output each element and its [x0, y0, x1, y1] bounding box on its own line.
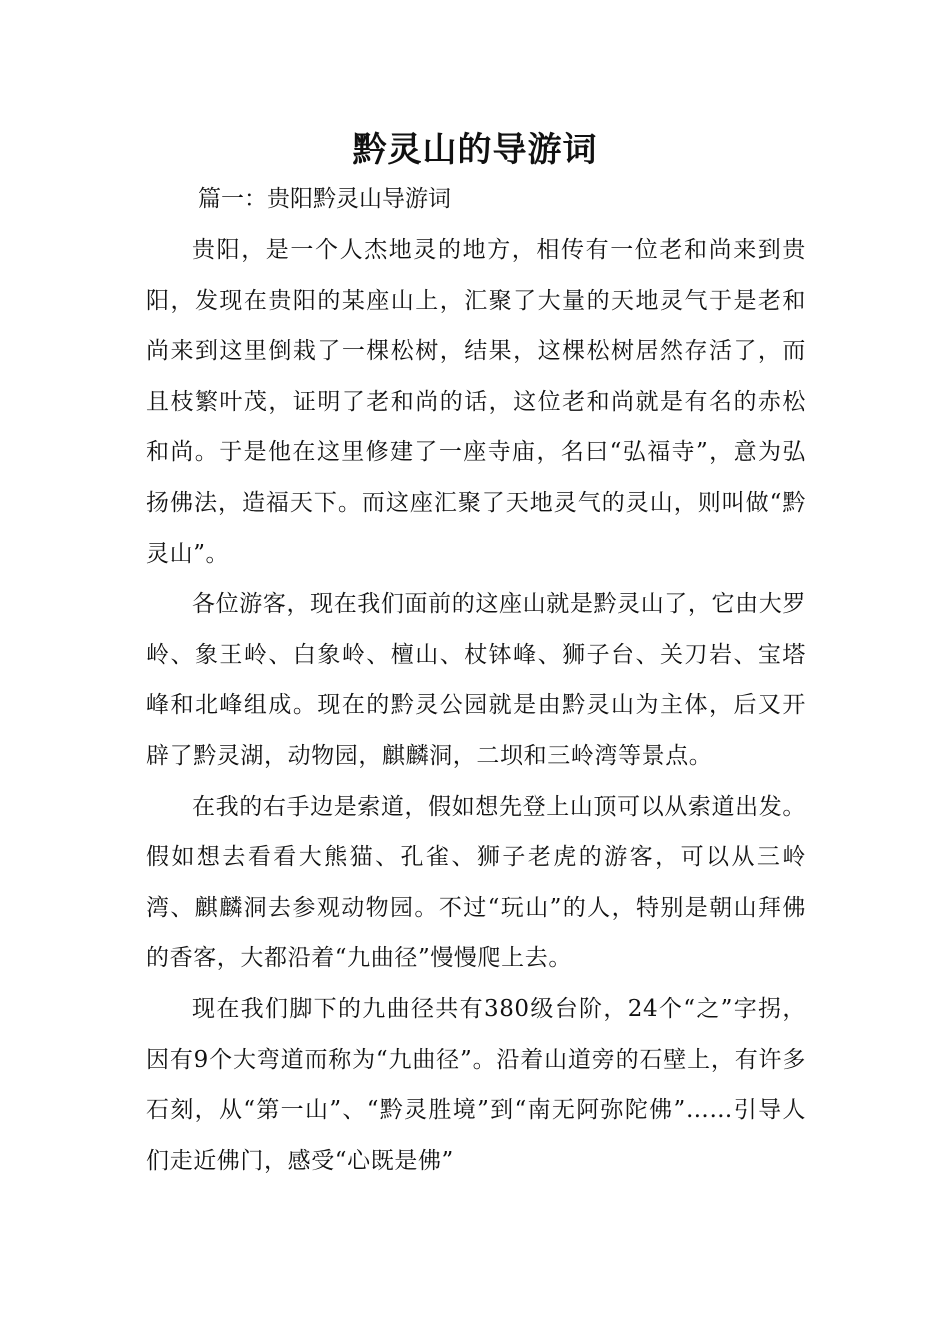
document-title: 黔灵山的导游词	[352, 130, 598, 170]
paragraph: 在我的右手边是索道，假如想先登上山顶可以从索道出发。假如想去看看大熊猫、孔雀、狮子老虎的游客，可以从三岭湾、麒麟洞去参观动物园。不过“玩山”的人，特别是朝山拜佛的香客，大都沿着“九曲径”慢慢爬上去。	[146, 793, 806, 972]
paragraph: 现在我们脚下的九曲径共有380级台阶，24个“之”字拐，因有9个大弯道而称为“九曲径”。沿着山道旁的石壁上，有许多石刻，从“第一山”、“黔灵胜境”到“南无阿弥陀佛”……引导人们走近佛门，感受“心既是佛”	[146, 995, 806, 1174]
paragraph: 各位游客，现在我们面前的这座山就是黔灵山了，它由大罗岭、象王岭、白象岭、檀山、杖钵峰、狮子台、关刀岩、宝塔峰和北峰组成。现在的黔灵公园就是由黔灵山为主体，后又开辟了黔灵湖，动物园，麒麟洞，二坝和三岭湾等景点。	[146, 591, 806, 769]
document-subtitle: 篇一：贵阳黔灵山导游词	[198, 186, 451, 212]
document-body	[146, 225, 806, 1186]
paragraph: 贵阳，是一个人杰地灵的地方，相传有一位老和尚来到贵阳，发现在贵阳的某座山上，汇聚了大量的天地灵气于是老和尚来到这里倒栽了一棵松树，结果，这棵松树居然存活了，而且枝繁叶茂，证明了老和尚的话，这位老和尚就是有名的赤松和尚。于是他在这里修建了一座寺庙，名曰“弘福寺”，意为弘扬佛法，造福天下。而这座汇聚了天地灵气的灵山，则叫做“黔灵山”。	[146, 237, 806, 567]
